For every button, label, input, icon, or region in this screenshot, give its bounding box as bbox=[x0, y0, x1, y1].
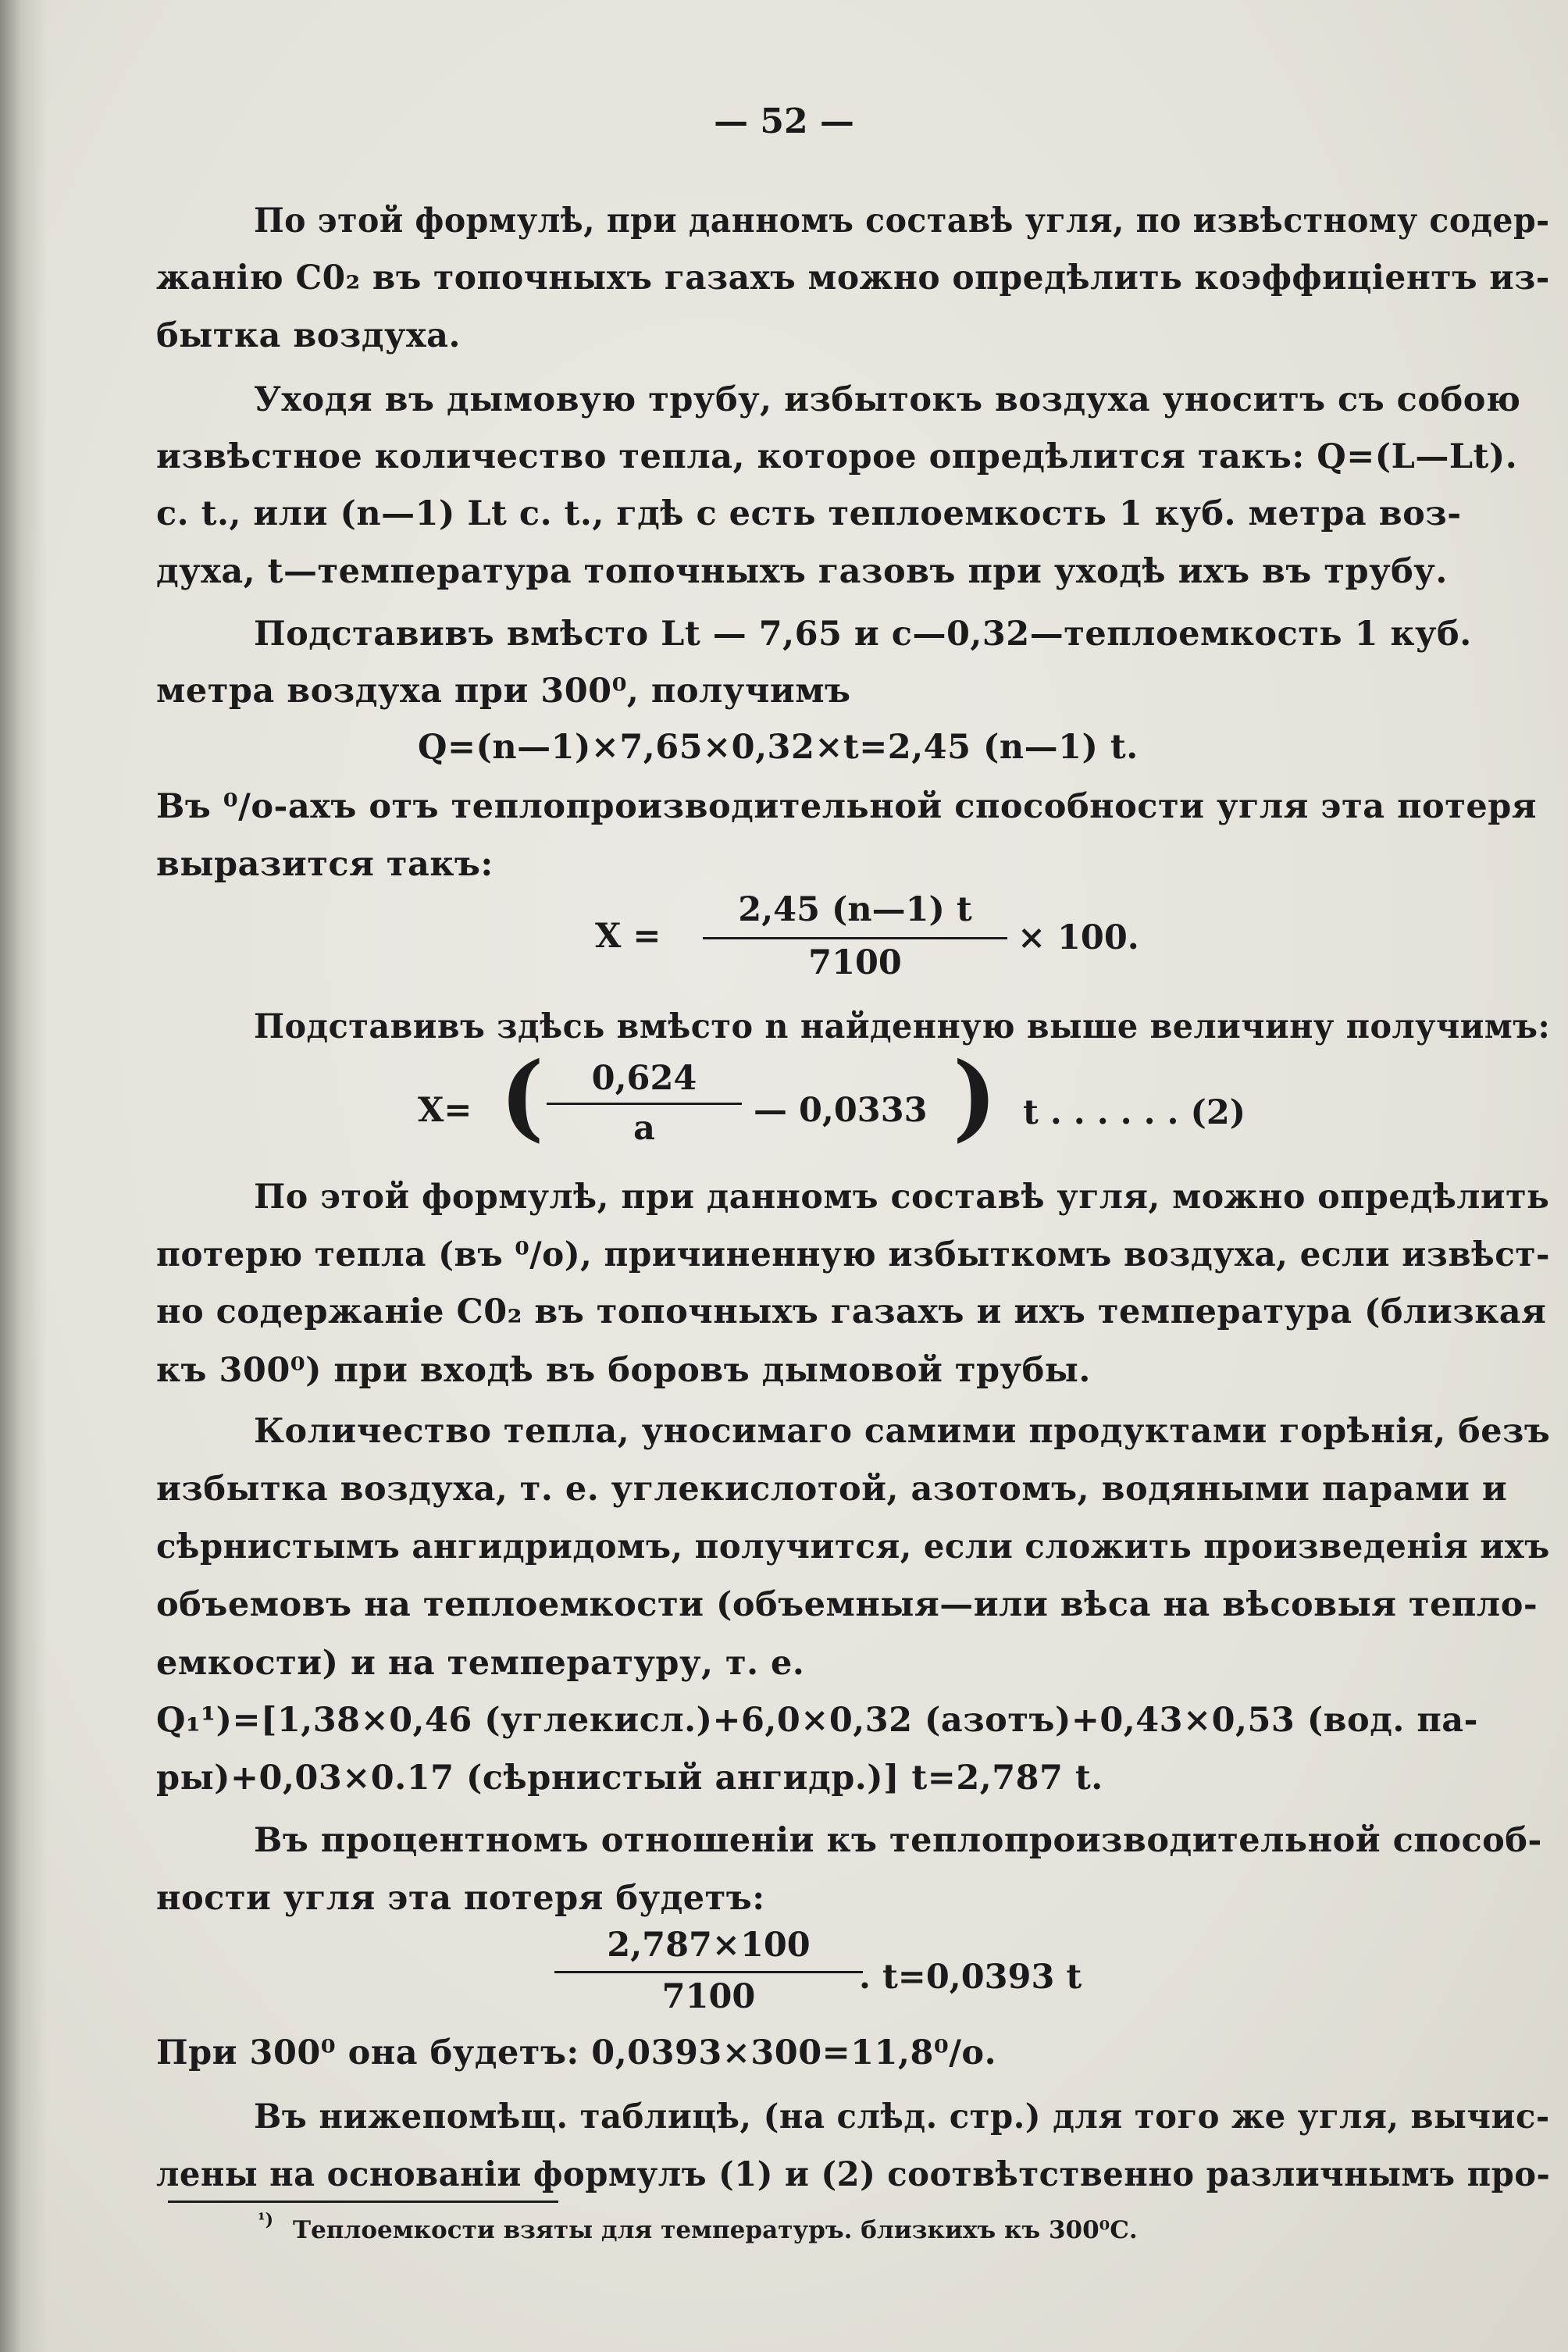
text-line: Количество тепла, уносимаго самими продуктами горѣнія, безъ bbox=[254, 1412, 1551, 1451]
formula-line: Q=(n—1)×7,65×0,32×t=2,45 (n—1) t. bbox=[418, 728, 1139, 767]
formula-1-rhs: × 100. bbox=[1017, 918, 1139, 957]
text-line: потерю тепла (въ ⁰/о), причиненную избыткомъ воздуха, если извѣст- bbox=[156, 1235, 1550, 1274]
footnote-rule bbox=[168, 2201, 558, 2203]
text-line: бытка воздуха. bbox=[156, 316, 461, 355]
footnote-mark: ¹) bbox=[258, 2210, 274, 2230]
text-line: Подставивъ здѣсь вмѣсто n найденную выше величину получимъ: bbox=[254, 1007, 1551, 1046]
text-line: Въ процентномъ отношеніи къ теплопроизводительной способ- bbox=[254, 1821, 1542, 1860]
binding-shadow bbox=[0, 0, 47, 2352]
formula-1-lhs: X = bbox=[595, 917, 661, 956]
footnote-text: Теплоемкости взяты для температуръ. близкихъ къ 300⁰С. bbox=[293, 2216, 1138, 2244]
formula-1-numerator: 2,45 (n—1) t bbox=[738, 890, 972, 929]
formula-2-rhs: t . . . . . . (2) bbox=[1023, 1093, 1246, 1132]
right-paren: ) bbox=[953, 1042, 997, 1152]
formula-2-mid: — 0,0333 bbox=[754, 1091, 928, 1130]
formula-2-numerator: 0,624 bbox=[591, 1059, 697, 1098]
text-line: выразится такъ: bbox=[156, 845, 494, 884]
text-line: духа, t—температура топочныхъ газовъ при уходѣ ихъ въ трубу. bbox=[156, 552, 1448, 591]
formula-3-rhs: . t=0,0393 t bbox=[859, 1958, 1082, 1997]
formula-line: ры)+0,03×0.17 (сѣрнистый ангидр.)] t=2,787 t. bbox=[156, 1759, 1103, 1798]
text-line: Въ ⁰/о-ахъ отъ теплопроизводительной способности угля эта потеря bbox=[156, 787, 1538, 826]
text-line: объемовъ на теплоемкости (объемныя—или вѣса на вѣсовыя тепло- bbox=[156, 1585, 1538, 1624]
text-line: сѣрнистымъ ангидридомъ, получится, если сложить произведенія ихъ bbox=[156, 1527, 1550, 1566]
formula-3-denominator: 7100 bbox=[661, 1977, 756, 2016]
text-line: избытка воздуха, т. е. углекислотой, азотомъ, водяными парами и bbox=[156, 1470, 1508, 1509]
text-line: Подставивъ вмѣсто Lt — 7,65 и с—0,32—теплоемкость 1 куб. bbox=[254, 615, 1472, 654]
text-line: метра воздуха при 300⁰, получимъ bbox=[156, 672, 851, 711]
formula-line: Q₁¹)=[1,38×0,46 (углекисл.)+6,0×0,32 (азотъ)+0,43×0,53 (вод. па- bbox=[156, 1701, 1479, 1740]
page-number: — 52 — bbox=[714, 102, 854, 141]
text-line: извѣстное количество тепла, которое опредѣлится такъ: Q=(L—Lt). bbox=[156, 437, 1518, 476]
text-line: лены на основаніи формулъ (1) и (2) соотвѣтственно различнымъ про- bbox=[156, 2155, 1551, 2194]
text-line: Въ нижепомѣщ. таблицѣ, (на слѣд. стр.) для того же угля, вычис- bbox=[254, 2097, 1550, 2136]
left-paren: ( bbox=[500, 1042, 544, 1152]
text-line: По этой формулѣ, при данномъ составѣ угля, можно опредѣлить bbox=[254, 1178, 1550, 1217]
formula-1-denominator: 7100 bbox=[808, 943, 902, 982]
text-line: къ 300⁰) при входѣ въ боровъ дымовой трубы. bbox=[156, 1351, 1091, 1390]
fraction-bar bbox=[703, 937, 1007, 939]
text-line: ности угля эта потеря будетъ: bbox=[156, 1879, 765, 1918]
text-line: Уходя въ дымовую трубу, избытокъ воздуха уноситъ съ собою bbox=[254, 380, 1521, 419]
text-line: с. t., или (n—1) Lt с. t., гдѣ с есть теплоемкость 1 куб. метра воз- bbox=[156, 494, 1462, 533]
text-line: При 300⁰ она будетъ: 0,0393×300=11,8⁰/о. bbox=[156, 2033, 997, 2072]
text-line: но содержаніе С0₂ въ топочныхъ газахъ и ихъ температура (близкая bbox=[156, 1292, 1547, 1331]
formula-3-numerator: 2,787×100 bbox=[607, 1926, 811, 1965]
fraction-bar bbox=[554, 1971, 863, 1973]
formula-2-lhs: X= bbox=[418, 1091, 472, 1130]
formula-2-denominator: a bbox=[633, 1109, 655, 1148]
text-line: По этой формулѣ, при данномъ составѣ угля, по извѣстному содер- bbox=[254, 201, 1550, 241]
text-line: емкости) и на температуру, т. е. bbox=[156, 1644, 805, 1683]
text-line: жанію С0₂ въ топочныхъ газахъ можно опредѣлить коэффиціентъ из- bbox=[156, 258, 1550, 298]
fraction-bar bbox=[547, 1103, 742, 1105]
